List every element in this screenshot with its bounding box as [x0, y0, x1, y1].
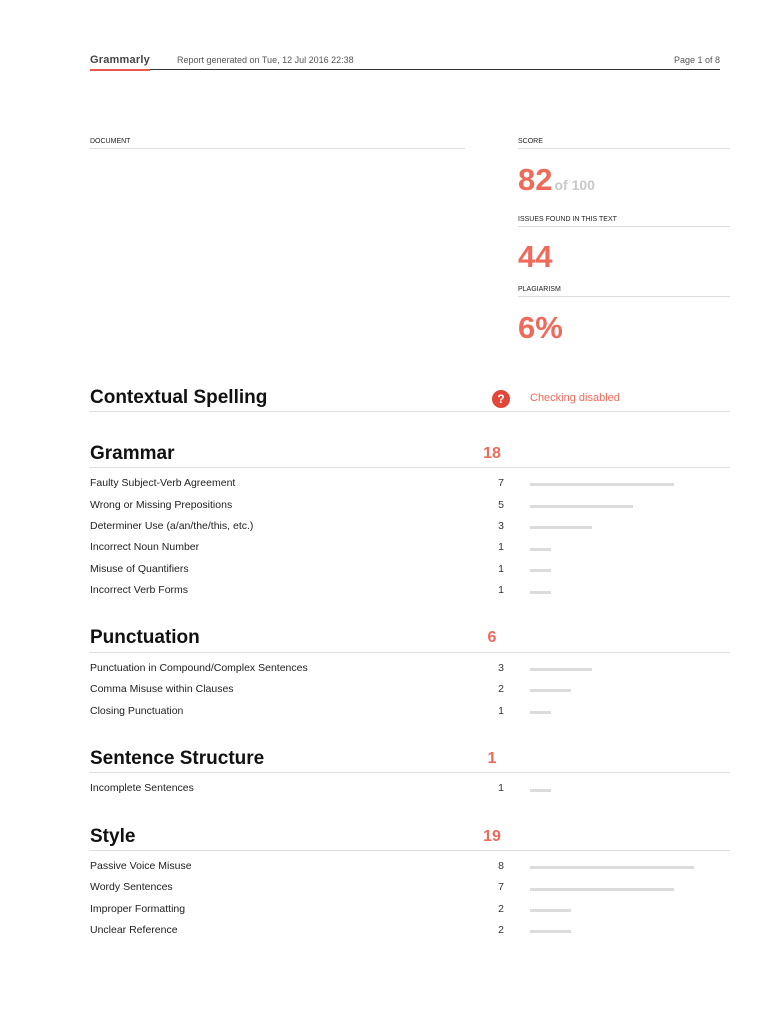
issue-count: 1: [498, 705, 504, 717]
issue-count: 7: [498, 477, 504, 489]
issue-label: Improper Formatting: [90, 903, 186, 915]
issue-label: Incorrect Verb Forms: [90, 584, 189, 596]
issues-value: 44: [518, 239, 553, 274]
issue-bar: [530, 483, 674, 486]
issue-count: 1: [498, 563, 504, 575]
document-label: DOCUMENT: [90, 138, 465, 149]
issue-count: 7: [498, 881, 504, 893]
section-title-sentence-structure: Sentence Structure: [90, 748, 265, 769]
question-circle-icon[interactable]: ?: [492, 390, 510, 408]
section-count-style: 19: [483, 828, 501, 845]
issue-label: Incorrect Noun Number: [90, 541, 200, 553]
issue-bar: [530, 505, 633, 508]
section-divider: [90, 467, 730, 468]
section-divider: [90, 411, 730, 412]
section-divider: [90, 652, 730, 653]
issue-count: 2: [498, 683, 504, 695]
issue-bar: [530, 689, 571, 692]
section-count-punctuation: 6: [487, 629, 497, 646]
issue-count: 1: [498, 782, 504, 794]
issue-bar: [530, 548, 551, 551]
section-title-punctuation: Punctuation: [90, 627, 200, 648]
issue-bar: [530, 591, 551, 594]
issue-label: Faulty Subject-Verb Agreement: [90, 477, 236, 489]
issue-bar: [530, 866, 694, 869]
issue-count: 1: [498, 541, 504, 553]
section-count-sentence-structure: 1: [487, 750, 497, 767]
section-title-contextual-spelling: Contextual Spelling: [90, 387, 268, 408]
report-timestamp: Report generated on Tue, 12 Jul 2016 22:38: [177, 55, 354, 65]
issue-count: 1: [498, 584, 504, 596]
issue-label: Wordy Sentences: [90, 881, 173, 893]
issue-bar: [530, 668, 592, 671]
issue-bar: [530, 789, 551, 792]
score-suffix: of 100: [554, 177, 595, 193]
issue-label: Passive Voice Misuse: [90, 860, 192, 872]
score-value: [518, 162, 595, 198]
section-title-grammar: Grammar: [90, 443, 175, 464]
issue-label: Punctuation in Compound/Complex Sentences: [90, 662, 308, 674]
issue-label: Incomplete Sentences: [90, 782, 194, 794]
section-divider: [90, 850, 730, 851]
checking-disabled-status: Checking disabled: [530, 392, 620, 404]
issue-count: 3: [498, 520, 504, 532]
section-title-style: Style: [90, 826, 136, 847]
issue-bar: [530, 930, 571, 933]
issue-bar: [530, 711, 551, 714]
issue-label: Comma Misuse within Clauses: [90, 683, 234, 695]
plagiarism-value: 6%: [518, 310, 563, 345]
issue-bar: [530, 909, 571, 912]
issue-count: 3: [498, 662, 504, 674]
issue-label: Closing Punctuation: [90, 705, 184, 717]
plagiarism-label: PLAGIARISM: [518, 286, 730, 297]
report-header: [90, 54, 720, 70]
issue-label: Determiner Use (a/an/the/this, etc.): [90, 520, 254, 532]
issue-label: Unclear Reference: [90, 924, 178, 936]
issue-count: 5: [498, 499, 504, 511]
issue-bar: [530, 569, 551, 572]
score-number: 82: [518, 162, 553, 197]
score-label: SCORE: [518, 138, 730, 149]
brand-logo: Grammarly: [90, 54, 150, 66]
issue-bar: [530, 888, 674, 891]
issue-bar: [530, 526, 592, 529]
section-count-grammar: 18: [483, 445, 501, 462]
issue-label: Misuse of Quantifiers: [90, 563, 189, 575]
page-number: Page 1 of 8: [673, 55, 720, 65]
issue-count: 8: [498, 860, 504, 872]
section-divider: [90, 772, 730, 773]
issue-count: 2: [498, 924, 504, 936]
issue-label: Wrong or Missing Prepositions: [90, 499, 233, 511]
issues-label: ISSUES FOUND IN THIS TEXT: [518, 216, 730, 227]
brand-underline: [90, 69, 150, 71]
issue-count: 2: [498, 903, 504, 915]
